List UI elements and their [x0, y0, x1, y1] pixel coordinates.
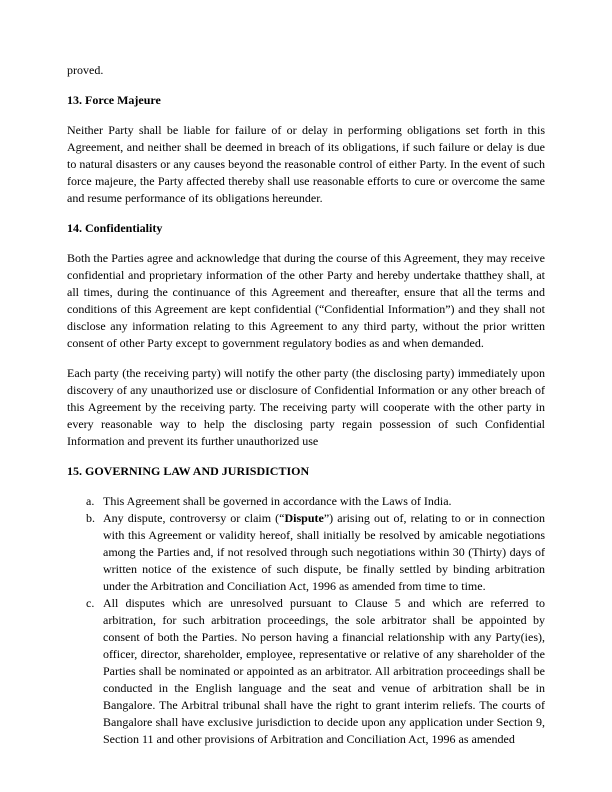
list-item-b-text-prefix: Any dispute, controversy or claim (“ [103, 511, 285, 525]
list-marker-b: b. [86, 511, 95, 525]
governing-law-list [67, 493, 545, 748]
carryover-paragraph-fragment: proved. [67, 63, 104, 77]
section-heading-force-majeure: 13. Force Majeure [67, 93, 161, 107]
section-heading-confidentiality: 14. Confidentiality [67, 221, 163, 235]
list-marker-a: a. [86, 494, 95, 508]
list-item-b-text-suffix: ”) arising out of, relating to or in connection with this Agreement or validity hereof, shall initially be resolved by amicable negotiations among the Parties and, if not resolved through such negotiations within 30 (Thirty) days of written notice of the existence of such dispute, be finally settled by binding arbitration under the Arbitration and Conciliation Act, 1996 as amended from time to time. [103, 511, 545, 593]
confidentiality-paragraph-2: Each party (the receiving party) will notify the other party (the disclosing party) immediately upon discovery of any unauthorized use or disclosure of Confidential Information or any other breach of this Agreement by the receiving party. The receiving party will cooperate with the other party in every reasonable way to help the disclosing party regain possession of such Confidential Information and prevent its further unauthorized use [67, 366, 545, 448]
confidentiality-paragraph-1: Both the Parties agree and acknowledge that during the course of this Agreement, they may receive confidential and proprietary information of the other Party and hereby undertake thatthey shall, at all times, during the continuance of this Agreement and thereafter, ensure that all the terms and conditions of this Agreement are kept confidential (“Confidential Information”) and they shall not disclose any information relating to this Agreement to any third party, without the prior written consent of other Party except to government regulatory bodies as and when demanded. [67, 251, 545, 350]
list-marker-c: c. [86, 596, 95, 610]
list-item-a [67, 493, 545, 510]
defined-term-dispute: Dispute [284, 511, 324, 525]
force-majeure-paragraph: Neither Party shall be liable for failure of or delay in performing obligations set forth in this Agreement, and neither shall be deemed in breach of its obligations, if such failure or delay is due to natural disasters or any causes beyond the reasonable control of either Party. In the event of such force majeure, the Party affected thereby shall use reasonable efforts to cure or overcome the same and resume performance of its obligations hereunder. [67, 123, 545, 205]
list-item-a-text: This Agreement shall be governed in accordance with the Laws of India. [103, 494, 452, 508]
list-item-b [67, 510, 545, 595]
list-item-c [67, 595, 545, 748]
section-heading-governing-law: 15. GOVERNING LAW AND JURISDICTION [67, 464, 310, 478]
list-item-c-text: All disputes which are unresolved pursuant to Clause 5 and which are referred to arbitration, for such arbitration proceedings, the sole arbitrator shall be appointed by consent of both the Parties. No person having a financial relationship with any Party(ies), officer, director, shareholder, employee, representative or relative of any shareholder of the Parties shall be nominated or appointed as an arbitrator. All arbitration proceedings shall be conducted in the English language and the seat and venue of arbitration shall be in Bangalore. The Arbitral tribunal shall have the right to grant interim reliefs. The courts of Bangalore shall have exclusive jurisdiction to decide upon any application under Section 9, Section 11 and other provisions of Arbitration and Conciliation Act, 1996 as amended [103, 596, 545, 746]
